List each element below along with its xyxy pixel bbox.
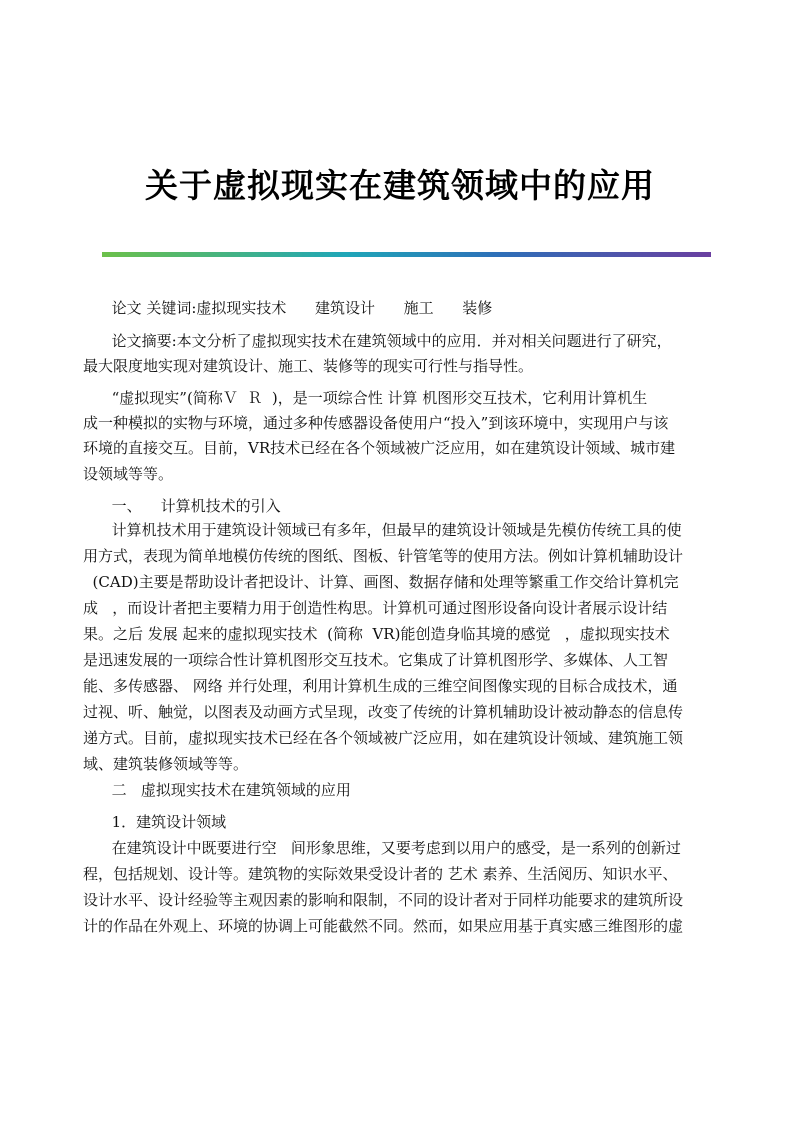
text-line: (CAD)主要是帮助设计者把设计、计算、画图、数据存储和处理等繁重工作交给计算机完 bbox=[83, 573, 679, 591]
text-line: “虚拟现实”(简称Ｖ Ｒ )，是一项综合性 计算 机图形交互技术，它利用计算机生 bbox=[83, 389, 648, 407]
document-title: 关于虚拟现实在建筑领域中的应用 bbox=[145, 166, 655, 205]
text-line: 成 ，而设计者把主要精力用于创造性构思。计算机可通过图形设备向设计者展示设计结 bbox=[83, 599, 668, 617]
text-line: 1．建筑设计领域 bbox=[83, 813, 227, 831]
text-line: 论文 关键词:虚拟现实技术 建筑设计 施工 装修 bbox=[83, 299, 493, 317]
text-line: 最大限度地实现对建筑设计、施工、装修等的现实可行性与指导性。 bbox=[83, 357, 534, 375]
text-line: 环境的直接交互。目前，VR技术已经在各个领域被广泛应用，如在建筑设计领域、城市建 bbox=[83, 439, 676, 457]
text-line: 计的作品在外观上、环境的协调上可能截然不同。然而，如果应用基于真实感三维图形的虚 bbox=[83, 917, 684, 935]
text-line: 计算机技术用于建筑设计领域已有多年，但最早的建筑设计领域是先模仿传统工具的使 bbox=[83, 521, 682, 539]
text-line: 在建筑设计中既要进行空 间形象思维，又要考虑到以用户的感受，是一系列的创新过 bbox=[83, 839, 681, 857]
text-line: 能、多传感器、 网络 并行处理，利用计算机生成的三维空间图像实现的目标合成技术，通 bbox=[83, 677, 678, 695]
text-line: 成一种模拟的实物与环境，通过多种传感器设备使用户“投入”到该环境中，实现用户与该 bbox=[83, 414, 669, 432]
text-line: 程，包括规划、设计等。建筑物的实际效果受设计者的 艺术 素养、生活阅历、知识水平、 bbox=[83, 865, 678, 883]
text-line: 用方式，表现为简单地模仿传统的图纸、图板、针管笔等的使用方法。例如计算机辅助设计 bbox=[83, 547, 684, 565]
text-line: 设领域等等。 bbox=[83, 465, 174, 483]
text-line: 设计水平、设计经验等主观因素的影响和限制，不同的设计者对于同样功能要求的建筑所设 bbox=[83, 891, 684, 909]
text-line: 二 虚拟现实技术在建筑领域的应用 bbox=[83, 781, 351, 799]
text-line: 论文摘要:本文分析了虚拟现实技术在建筑领域中的应用．并对相关问题进行了研究， bbox=[83, 332, 672, 350]
text-line: 果。之后 发展 起来的虚拟现实技术 (简称 VR)能创造身临其境的感觉 ，虚拟现实技术 bbox=[83, 625, 670, 643]
text-line: 递方式。目前，虚拟现实技术已经在各个领域被广泛应用，如在建筑设计领域、建筑施工领 bbox=[83, 729, 684, 747]
text-line: 一、 计算机技术的引入 bbox=[83, 497, 281, 515]
title-divider bbox=[102, 252, 711, 257]
text-line: 域、建筑装修领域等等。 bbox=[83, 755, 249, 773]
text-line: 是迅速发展的一项综合性计算机图形交互技术。它集成了计算机图形学、多媒体、人工智 bbox=[83, 651, 669, 669]
text-line: 过视、听、触觉，以图表及动画方式呈现，改变了传统的计算机辅助设计被动静态的信息传 bbox=[83, 703, 684, 721]
